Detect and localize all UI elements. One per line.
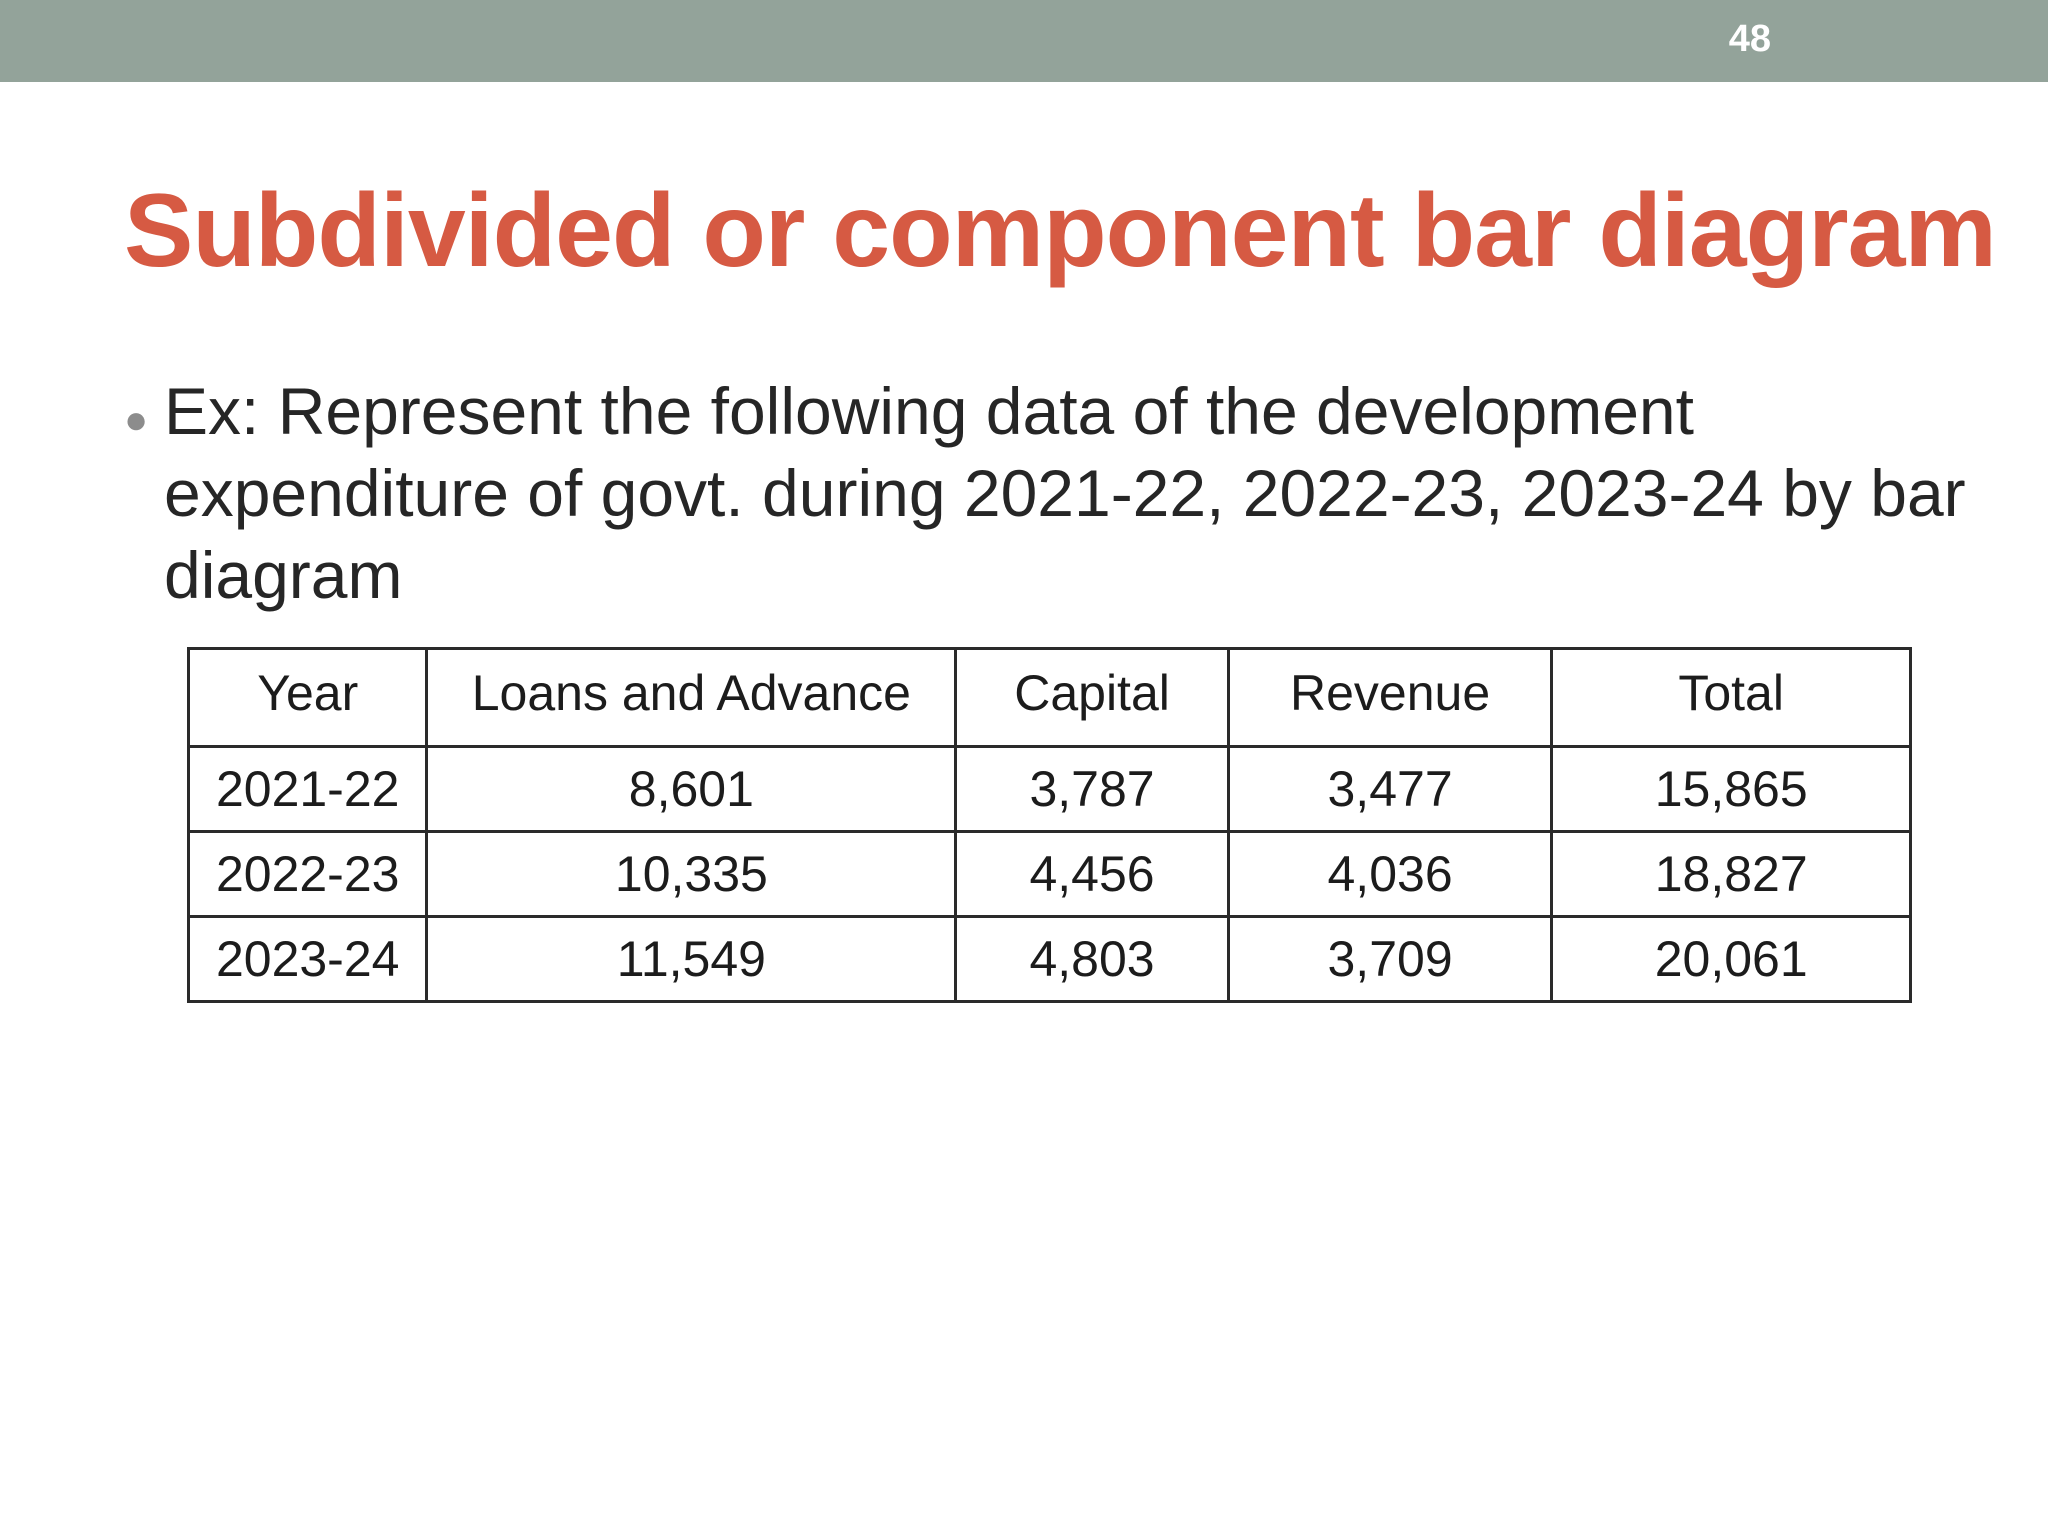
header-year: Year [189, 649, 427, 747]
cell-total: 18,827 [1552, 832, 1911, 917]
bullet-item [124, 370, 1984, 616]
cell-capital: 3,787 [956, 747, 1228, 832]
cell-loans-and-advance: 11,549 [427, 917, 956, 1002]
cell-year: 2023-24 [189, 917, 427, 1002]
cell-revenue: 3,709 [1228, 917, 1552, 1002]
cell-total: 15,865 [1552, 747, 1911, 832]
bullet-dot-icon: ● [124, 398, 149, 442]
cell-revenue: 4,036 [1228, 832, 1552, 917]
cell-capital: 4,456 [956, 832, 1228, 917]
table-row [189, 917, 1911, 1002]
bullet-text: Ex: Represent the following data of the development expenditure of govt. during 2021-22, 2022-23, 2023-24 by bar diagram [164, 374, 1966, 612]
expenditure-table [187, 647, 1912, 1003]
header-revenue: Revenue [1228, 649, 1552, 747]
header-capital: Capital [956, 649, 1228, 747]
cell-capital: 4,803 [956, 917, 1228, 1002]
cell-loans-and-advance: 8,601 [427, 747, 956, 832]
cell-loans-and-advance: 10,335 [427, 832, 956, 917]
cell-year: 2022-23 [189, 832, 427, 917]
cell-revenue: 3,477 [1228, 747, 1552, 832]
top-bar [0, 0, 2048, 82]
cell-total: 20,061 [1552, 917, 1911, 1002]
header-loans-and-advance: Loans and Advance [427, 649, 956, 747]
slide-number: 48 [1728, 18, 1771, 60]
table-row [189, 832, 1911, 917]
header-total: Total [1552, 649, 1911, 747]
table-row [189, 747, 1911, 832]
table-header-row [189, 649, 1911, 747]
cell-year: 2021-22 [189, 747, 427, 832]
slide-title: Subdivided or component bar diagram [124, 173, 1996, 289]
